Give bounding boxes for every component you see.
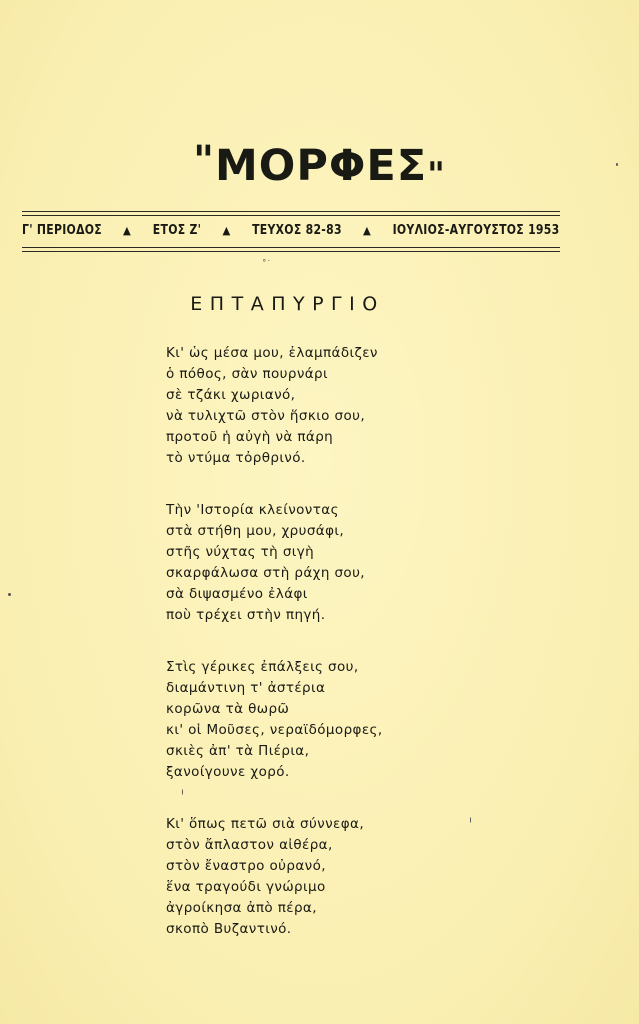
date-label: ΙΟΥΛΙΟΣ-ΑΥΓΟΥΣΤΟΣ 1953: [392, 222, 560, 238]
year-label: ΕΤΟΣ Ζ': [152, 222, 202, 238]
triangle-separator-icon: ▲: [363, 223, 372, 237]
poem-line: κι' οἱ Μοῦσες, νεραϊδόμορφες,: [166, 722, 383, 738]
issue-label: ΤΕΥΧΟΣ 82-83: [252, 222, 342, 238]
top-rule-outer: [22, 211, 560, 212]
poem-line: προτοῦ ἡ αὐγὴ νὰ πάρη: [166, 429, 334, 445]
poem-stanza: [166, 343, 383, 469]
poem-line: σκιὲς ἀπ' τὰ Πιέρια,: [166, 743, 310, 759]
issue-info-bar: [22, 218, 560, 242]
bottom-rule-outer: [22, 251, 560, 252]
period-label: Γ' ΠΕΡΙΟΔΟΣ: [22, 222, 103, 238]
poem-line: διαμάντινη τ' ἀστέρια: [166, 680, 326, 696]
poem-line: σκαρφάλωσα στὴ ράχη σου,: [166, 565, 365, 581]
poem-line: στὸν ἔναστρο οὐρανό,: [166, 858, 326, 874]
masthead-quote-open: ": [193, 138, 215, 184]
paper-speck: [8, 593, 11, 596]
poem-line: τὸ ντύμα τὀρθρινό.: [166, 450, 306, 466]
paper-speck: [616, 163, 618, 166]
paper-speck: [470, 817, 471, 823]
poem-body: [166, 343, 383, 971]
poem-line: στὰ στήθη μου, χρυσάφι,: [166, 523, 345, 539]
poem-line: Κι' ὅπως πετῶ σιὰ σύννεφα,: [166, 816, 365, 832]
masthead-name: ΜΟΡΦΕΣ: [214, 141, 428, 191]
triangle-separator-icon: ▲: [123, 223, 132, 237]
poem-line: Στὶς γέρικες ἐπάλξεις σου,: [166, 659, 359, 675]
poem-line: σκοπὸ Βυζαντινό.: [166, 921, 292, 937]
poem-line: στῆς νύχτας τὴ σιγὴ: [166, 544, 315, 560]
masthead-quote-close: ": [427, 155, 446, 195]
poem-line: Τὴν 'Ιστορία κλείνοντας: [166, 502, 339, 518]
top-rule-inner: [22, 215, 560, 216]
ornament-mark: ˚˙: [262, 260, 271, 270]
poem-line: ἀγροίκησα ἀπὸ πέρα,: [166, 900, 317, 916]
poem-stanza: [166, 657, 383, 783]
poem-line: κορῶνα τὰ θωρῶ: [166, 701, 290, 717]
poem-line: ποὺ τρέχει στὴν πηγή.: [166, 607, 326, 623]
poem-line: ἕνα τραγούδι γνώριμο: [166, 879, 326, 895]
bottom-rule-inner: [22, 247, 560, 248]
masthead-title: [0, 132, 639, 204]
poem-stanza: [166, 814, 383, 940]
poem-line: στὸν ἄπλαστον αἰθέρα,: [166, 837, 333, 853]
poem-title: ΕΠΤΑΠΥΡΓΙΟ: [190, 293, 385, 315]
poem-line: σὰ διψασμένο ἐλάφι: [166, 586, 308, 602]
poem-line: σὲ τζάκι χωριανό,: [166, 387, 296, 403]
poem-line: Κι' ὡς μέσα μου, ἐλαμπάδιζεν: [166, 345, 378, 361]
paper-speck: [182, 789, 183, 795]
poem-line: ὁ πόθος, σὰν πουρνάρι: [166, 366, 328, 382]
poem-line: ξανοίγουνε χορό.: [166, 764, 290, 780]
poem-line: νὰ τυλιχτῶ στὸν ἥσκιο σου,: [166, 408, 366, 424]
poem-stanza: [166, 500, 383, 626]
triangle-separator-icon: ▲: [222, 223, 231, 237]
